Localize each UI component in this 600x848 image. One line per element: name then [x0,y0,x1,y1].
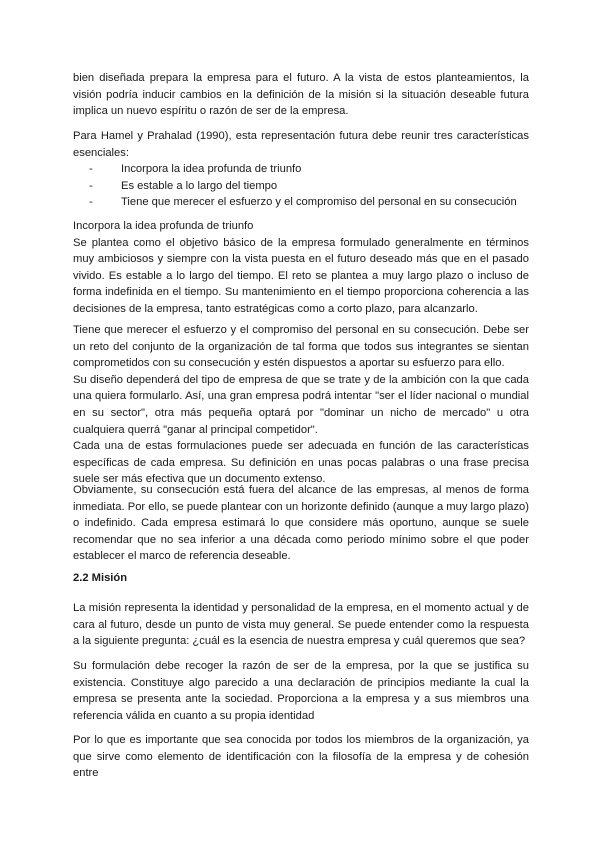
list-item: - Tiene que merecer el esfuerzo y el compromiso del personal en su consecución [89,196,517,209]
hamel-paragraph: Para Hamel y Prahalad (1990), esta representación futura debe reunir tres características esenciales: [73,130,529,159]
merecer-paragraph-1: Tiene que merecer el esfuerzo y el compromiso del personal en su consecución. Debe ser un reto del conjunto de la organización de tal forma que todos sus integrantes se sientan comprometidos con su consecución y estén dispuestos a aportar su esfuerzo para ello. [73,324,529,370]
mision-paragraph-2: Su formulación debe recoger la razón de ser de la empresa, por la que se justifica su existencia. Constituye algo parecido a una declaración de principios mediante la cual la empresa se presenta ante la sociedad. Proporciona a la empresa y a sus miembros una referencia válida en cuanto a su propia identidad [73,660,529,722]
merecer-section [73,322,529,488]
triunfo-section [73,218,529,318]
list-item: - Incorpora la idea profunda de triunfo [89,163,302,176]
obviamente-paragraph: Obviamente, su consecución está fuera del alcance de las empresas, al menos de forma inmediata. Por ello, se puede plantear con un horizonte definido (aunque a muy largo plazo) o indefinido. Cada empresa estimará lo que considere más oportuno, aunque se suele recomendar que no sea inferior a una década como periodo mínimo sobre el que poder establecer el marco de referencia deseable. [73,484,529,563]
mision-paragraph-3: Por lo que es importante que sea conocida por todos los miembros de la organización, ya que sirve como elemento de identificación con la filosofía de la empresa y de cohesión entre [73,734,529,780]
merecer-paragraph-3: Cada una de estas formulaciones puede ser adecuada en función de las características específicas de cada empresa. Su definición en unas pocas palabras o una frase precisa suele ser más efectiva que un documento extenso. [73,440,529,486]
hamel-section [73,128,529,211]
mision-paragraph-1: La misión representa la identidad y personalidad de la empresa, en el momento actual y de cara al futuro, desde un punto de vista muy general. Se puede entender como la respuesta a la siguiente pregunta: ¿cuál es la esencia de nuestra empresa y cuál queremos que sea? [73,602,529,648]
triunfo-paragraph: Se plantea como el objetivo básico de la empresa formulado generalmente en términos muy ambiciosos y siempre con la vista puesta en el futuro deseado más que en el pasado vivido. Es estable a lo largo del tiempo. El reto se plantea a muy largo plazo o incluso de forma indefinida en el tiempo. Su mantenimiento en el tiempo proporciona coherencia a las decisiones de la empresa, tanto estratégicas como a corto plazo, para alcanzarlo. [73,236,529,315]
triunfo-title: Incorpora la idea profunda de triunfo [73,220,254,232]
list-item: - Es estable a lo largo del tiempo [89,179,278,192]
intro-paragraph: bien diseñada prepara la empresa para el futuro. A la vista de estos planteamientos, la visión podría inducir cambios en la definición de la misión si la situación deseable futura implica un nuevo espíritu o razón de ser de la empresa. [73,72,529,118]
merecer-paragraph-2: Su diseño dependerá del tipo de empresa de que se trate y de la ambición con la que cada una quiera formularlo. Así, una gran empresa podrá intentar "ser el líder nacional o mundial en su sector", otra más pequeña optará por "dominar un nicho de mercado" u otra cualquiera querrá "ganar al principal competidor". [73,373,529,436]
section-heading: 2.2 Misión [73,572,128,584]
